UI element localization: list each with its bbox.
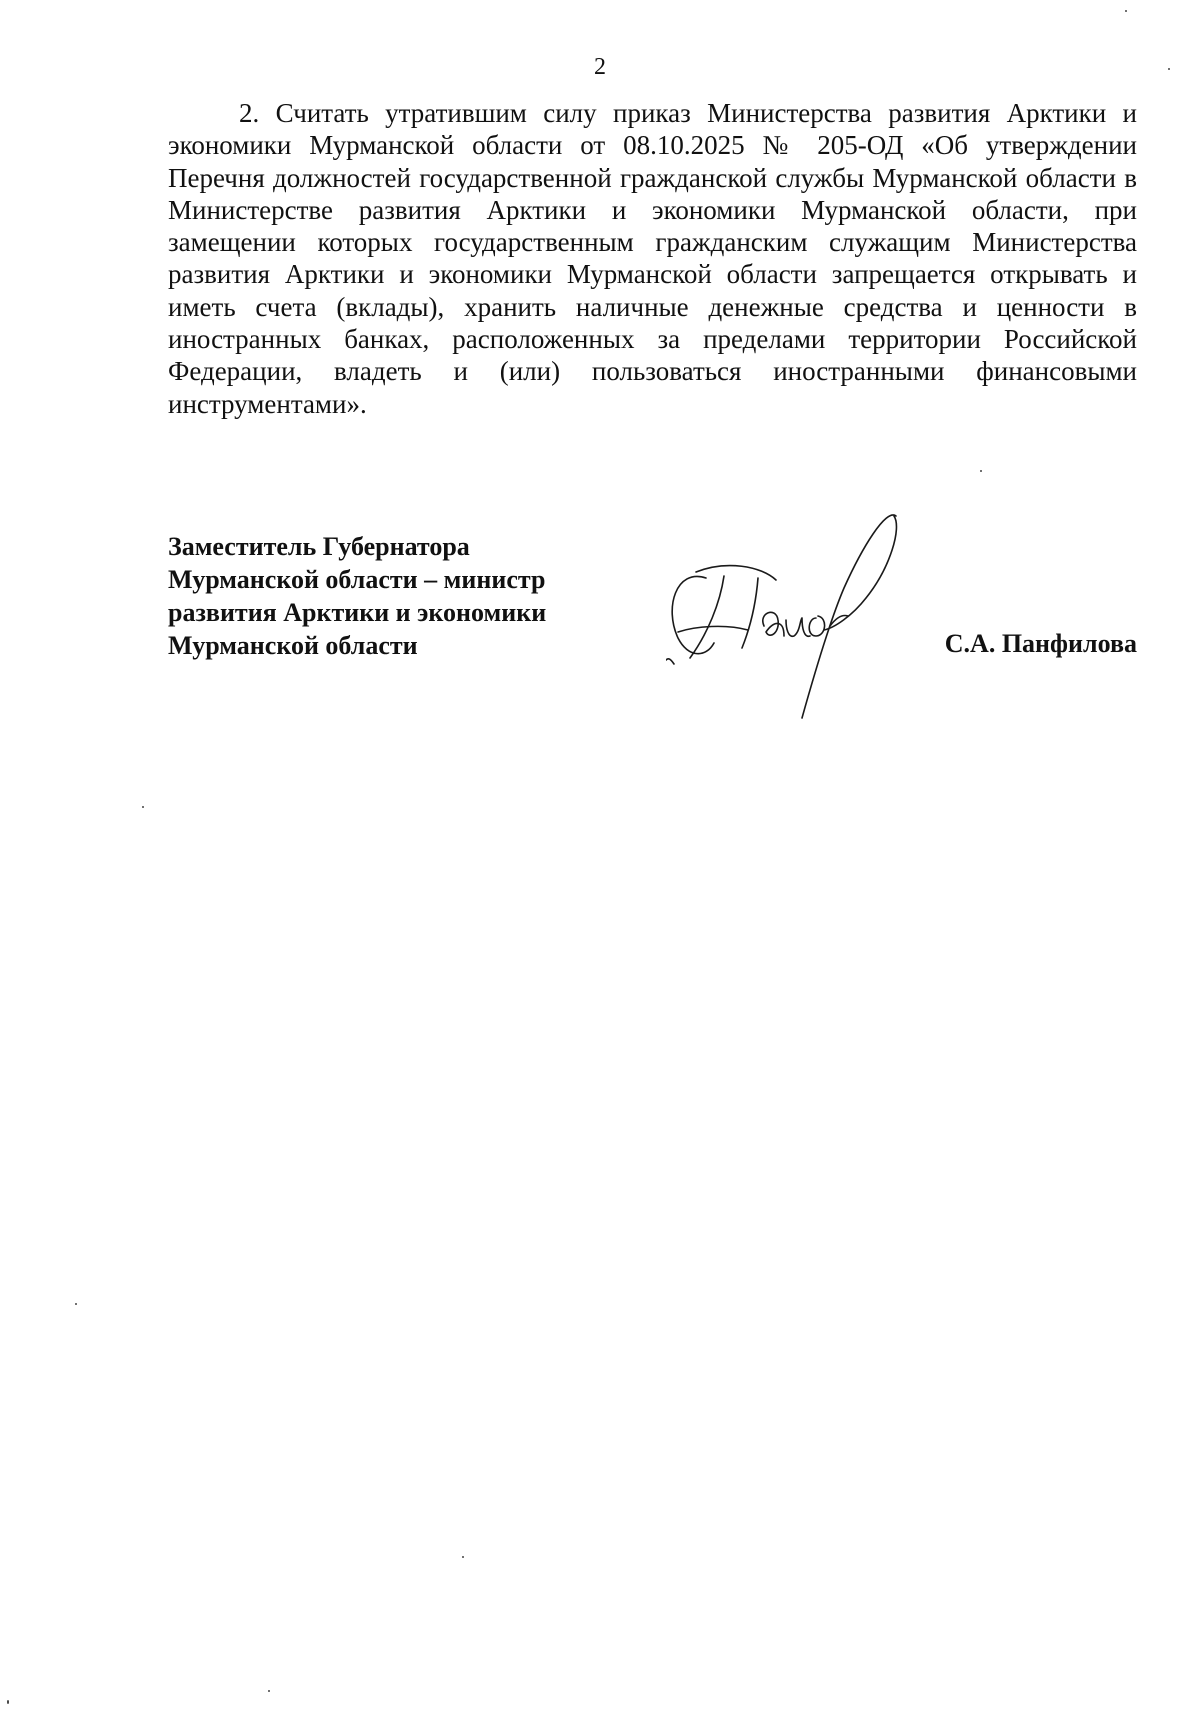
position-line: Мурманской области bbox=[168, 631, 418, 660]
scan-speck bbox=[1168, 68, 1170, 70]
page-number: 2 bbox=[594, 54, 606, 80]
handwritten-signature bbox=[666, 508, 906, 728]
scan-speck bbox=[1125, 10, 1127, 12]
position-line: Заместитель Губернатора bbox=[168, 532, 470, 561]
scan-speck bbox=[980, 470, 982, 472]
signatory-name: С.А. Панфилова bbox=[944, 629, 1137, 658]
scan-speck bbox=[142, 806, 144, 808]
scan-speck bbox=[462, 1556, 464, 1558]
position-line: развития Арктики и экономики bbox=[168, 598, 547, 627]
paragraph-item-2: 2. Считать утратившим силу приказ Министерства развития Арктики и экономики Мурманской области от 08.10.2025 № 205-ОД «Об утверждении Перечня должностей государственной гражданской службы Мурманской области в Министерстве развития Арктики и экономики Мурманской области, при замещении которых государственным гражданским служащим Министерства развития Арктики и экономики Мурманской области запрещается открывать и иметь счета (вклады), хранить наличные денежные средства и ценности в иностранных банках, расположенных за пределами территории Российской Федерации, владеть и (или) пользоваться иностранными финансовыми инструментами». bbox=[168, 98, 1137, 419]
scan-speck bbox=[268, 1690, 270, 1692]
signatory-position bbox=[168, 530, 628, 662]
signature-block bbox=[168, 530, 1137, 700]
scan-speck bbox=[75, 1303, 77, 1305]
position-line: Мурманской области – министр bbox=[168, 565, 546, 594]
scan-speck bbox=[7, 1700, 9, 1704]
